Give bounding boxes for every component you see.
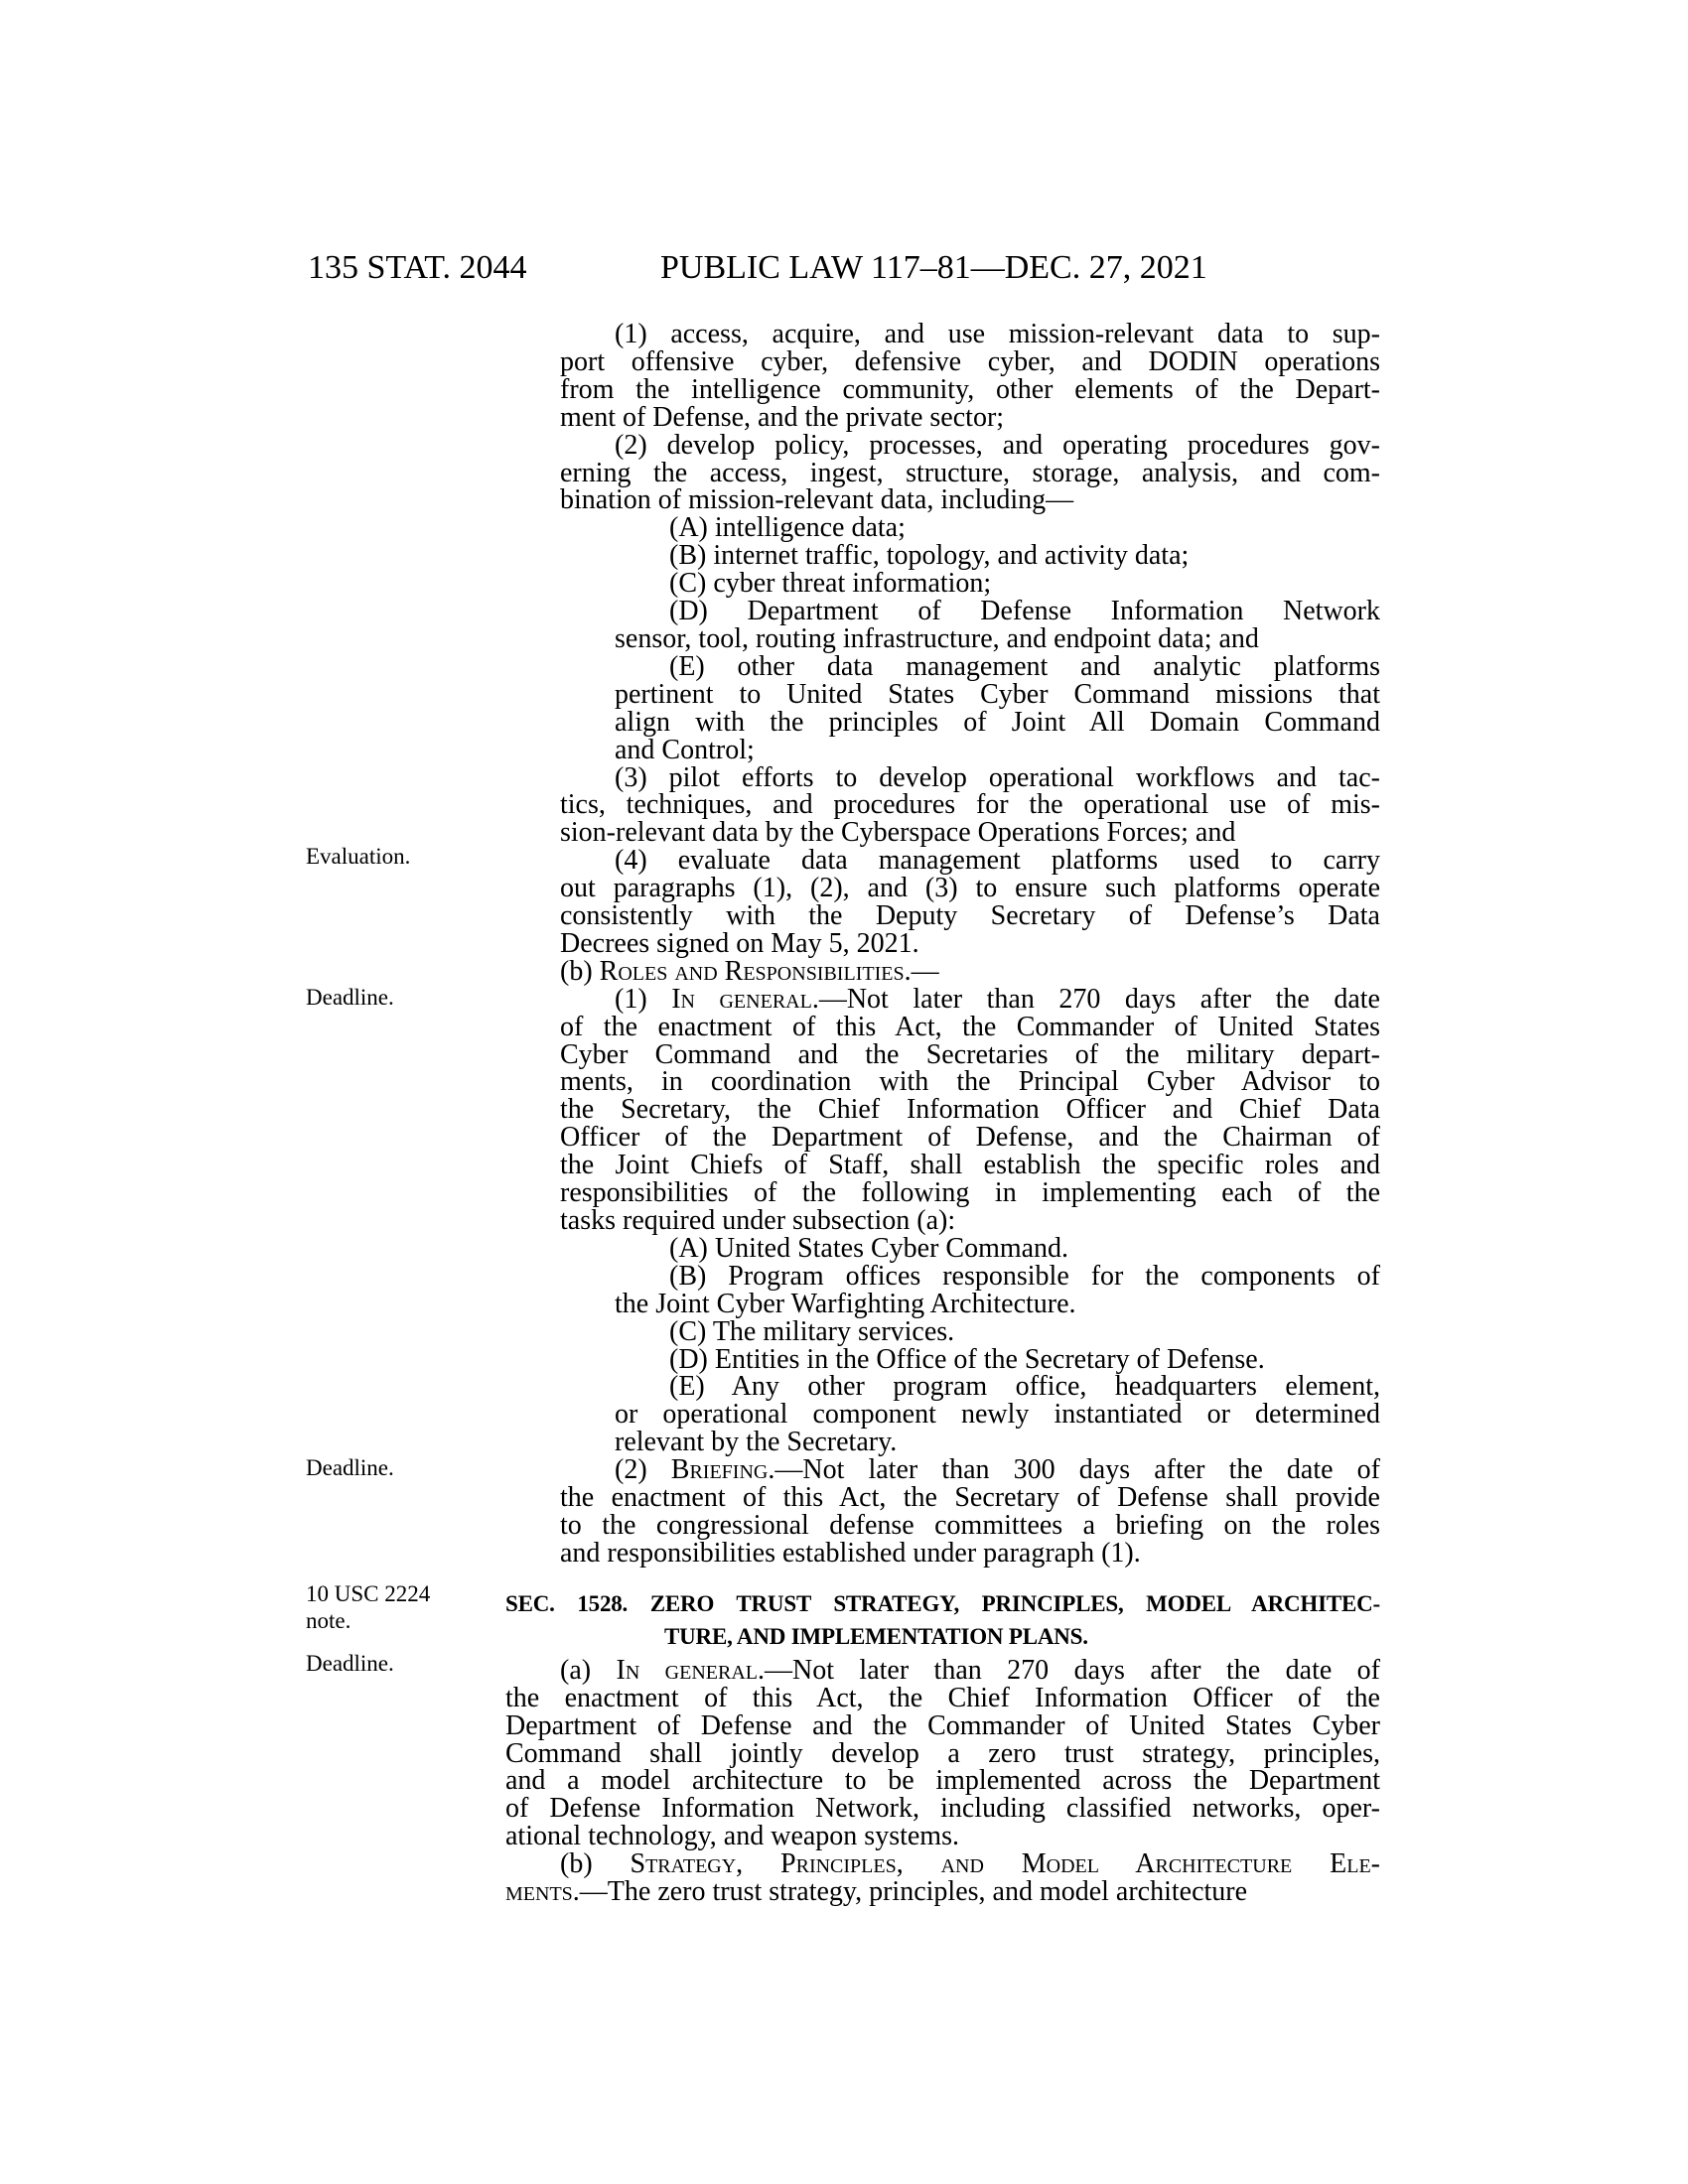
plain-text: .—Not later than 270 days after the date (811, 983, 1380, 1015)
text-line: (A) intelligence data; (669, 512, 906, 544)
text-line: the enactment of this Act, the Chief Information Officer of the (505, 1682, 1380, 1713)
text-line: ments, in coordination with the Principal Cyber Advisor to (560, 1066, 1380, 1098)
text-line: from the intelligence community, other elements of the Depart- (560, 373, 1380, 405)
text-line: erning the access, ingest, structure, storage, analysis, and com- (560, 457, 1380, 488)
text-line: relevant by the Secretary. (615, 1427, 898, 1458)
statute-text-block (615, 514, 1380, 542)
margin-note-line: Deadline. (306, 1455, 394, 1480)
text-line (560, 1456, 1380, 1484)
small-caps-text: In general (671, 983, 812, 1015)
text-line: the Secretary, the Chief Information Officer and Chief Data (560, 1094, 1380, 1126)
small-caps-text: Briefing (670, 1454, 769, 1486)
statute-text-block (615, 542, 1380, 570)
plain-text: .— (904, 955, 939, 987)
text-line: bination of mission-relevant data, including— (560, 484, 1074, 516)
text-line: (B) internet traffic, topology, and activity data; (669, 540, 1190, 572)
statute-text-block (505, 1654, 1381, 1852)
text-line: out paragraphs (1), (2), and (3) to ensure such platforms operate (560, 873, 1380, 904)
plain-text: (b) (560, 1848, 631, 1880)
statute-text-block (615, 650, 1380, 765)
statute-text-block (615, 1260, 1380, 1319)
text-line: (D) Entities in the Office of the Secretary of Defense. (669, 1343, 1265, 1375)
statute-text-block (560, 761, 1380, 849)
text-line (505, 1850, 1380, 1878)
statute-text-block (615, 570, 1380, 598)
text-line: to the congressional defense committees a briefing on the roles (560, 1509, 1380, 1541)
text-line: (2) develop policy, processes, and operating procedures gov- (615, 429, 1380, 461)
text-line: Decrees signed on May 5, 2021. (560, 927, 919, 959)
heading-line: SEC. 1528. ZERO TRUST STRATEGY, PRINCIPLES, MODEL ARCHITEC- (505, 1590, 1380, 1616)
text-line: responsibilities of the following in implementing each of the (560, 1177, 1380, 1209)
text-line: and responsibilities established under paragraph (1). (560, 1537, 1141, 1569)
statute-text-block (560, 429, 1380, 516)
text-line: (3) pilot efforts to develop operational workflows and tac- (615, 761, 1380, 793)
small-caps-text: Roles and Responsibilities (599, 955, 905, 987)
text-line: (C) cyber threat information; (669, 568, 992, 600)
body-column (505, 321, 1380, 1906)
margin-note-line: 10 USC 2224 (306, 1581, 431, 1606)
text-line: (C) The military services. (669, 1315, 955, 1347)
statute-text-block (560, 847, 1380, 958)
text-line: or operational component newly instantiated or determined (615, 1399, 1380, 1431)
text-line: consistently with the Deputy Secretary of Defense’s Data (560, 900, 1380, 932)
text-line: Command shall jointly develop a zero trust strategy, principles, (505, 1737, 1380, 1769)
text-line: sion-relevant data by the Cyberspace Operations Forces; and (560, 817, 1236, 849)
text-line: the enactment of this Act, the Secretary of Defense shall provide (560, 1482, 1380, 1514)
text-line: (E) Any other program office, headquarters element, (669, 1371, 1380, 1403)
plain-text: .—The zero trust strategy, principles, and model architecture (572, 1876, 1248, 1908)
text-line: (E) other data management and analytic platforms (669, 650, 1380, 682)
text-line: of the enactment of this Act, the Commander of United States (560, 1011, 1380, 1042)
text-line: Cyber Command and the Secretaries of the military depart- (560, 1038, 1380, 1070)
text-line: of Defense Information Network, including classified networks, oper- (505, 1793, 1380, 1825)
text-line: (D) Department of Defense Information Network (669, 596, 1380, 627)
stat-page-number: 135 STAT. 2044 (308, 249, 527, 286)
statute-text-block (615, 1343, 1380, 1375)
margin-note-line: Evaluation. (306, 844, 411, 869)
text-line: (A) United States Cyber Command. (669, 1232, 1069, 1264)
text-line: port offensive cyber, defensive cyber, and DODIN operations (560, 345, 1380, 377)
text-line: Officer of the Department of Defense, and the Chairman of (560, 1122, 1380, 1154)
text-line: the Joint Cyber Warfighting Architecture. (615, 1288, 1076, 1319)
text-line: ment of Defense, and the private sector; (560, 401, 1005, 433)
text-line: the Joint Chiefs of Staff, shall establish the specific roles and (560, 1150, 1380, 1181)
text-line (505, 1654, 1381, 1686)
small-caps-text: Strategy, Principles, and Model Architecture Ele- (630, 1848, 1380, 1880)
plain-text: (a) (560, 1654, 617, 1686)
text-line (505, 1878, 1380, 1906)
statute-text-block (560, 321, 1380, 432)
plain-text: (2) (615, 1454, 671, 1486)
text-line: (B) Program offices responsible for the components of (669, 1260, 1380, 1292)
statute-text-block (505, 955, 1380, 987)
text-line (505, 955, 1380, 987)
small-caps-text: ments (505, 1876, 573, 1908)
statute-text-block (505, 1850, 1380, 1906)
text-line: and Control; (615, 734, 755, 765)
text-line: tics, techniques, and procedures for the operational use of mis- (560, 789, 1380, 821)
section-heading (505, 1587, 1380, 1653)
text-line: and a model architecture to be implemented across the Department (505, 1765, 1380, 1797)
text-line (560, 983, 1380, 1015)
text-line: ational technology, and weapon systems. (505, 1821, 959, 1852)
plain-text: .—Not later than 270 days after the date of (758, 1654, 1381, 1686)
margin-note-line: Deadline. (306, 1651, 394, 1676)
text-line: tasks required under subsection (a): (560, 1205, 956, 1236)
plain-text: (1) (615, 983, 672, 1015)
statute-text-block (615, 598, 1380, 653)
statute-text-block (615, 1373, 1380, 1456)
margin-note (306, 984, 394, 1011)
margin-note (306, 843, 410, 870)
margin-note (306, 1454, 394, 1481)
law-citation: PUBLIC LAW 117–81—DEC. 27, 2021 (660, 249, 1207, 286)
small-caps-text: In general (616, 1654, 758, 1686)
plain-text: .—Not later than 300 days after the date of (768, 1454, 1381, 1486)
statute-text-block (560, 1456, 1380, 1568)
heading-line: TURE, AND IMPLEMENTATION PLANS. (664, 1623, 1088, 1649)
statute-text-block (560, 983, 1380, 1236)
margin-note-line: Deadline. (306, 985, 394, 1010)
margin-note (306, 1580, 430, 1634)
margin-note (306, 1650, 394, 1677)
statute-text-block (615, 1315, 1380, 1347)
statute-text-block (615, 1232, 1380, 1264)
text-line: sensor, tool, routing infrastructure, and endpoint data; and (615, 622, 1259, 654)
text-line: Department of Defense and the Commander of United States Cyber (505, 1709, 1380, 1741)
margin-note-line: note. (306, 1608, 352, 1633)
text-line: align with the principles of Joint All Domain Command (615, 706, 1380, 738)
text-line: (1) access, acquire, and use mission-relevant data to sup- (615, 319, 1380, 349)
plain-text: (b) (560, 955, 600, 987)
text-line: (4) evaluate data management platforms used to carry (615, 845, 1380, 877)
text-line: pertinent to United States Cyber Command missions that (615, 678, 1380, 710)
